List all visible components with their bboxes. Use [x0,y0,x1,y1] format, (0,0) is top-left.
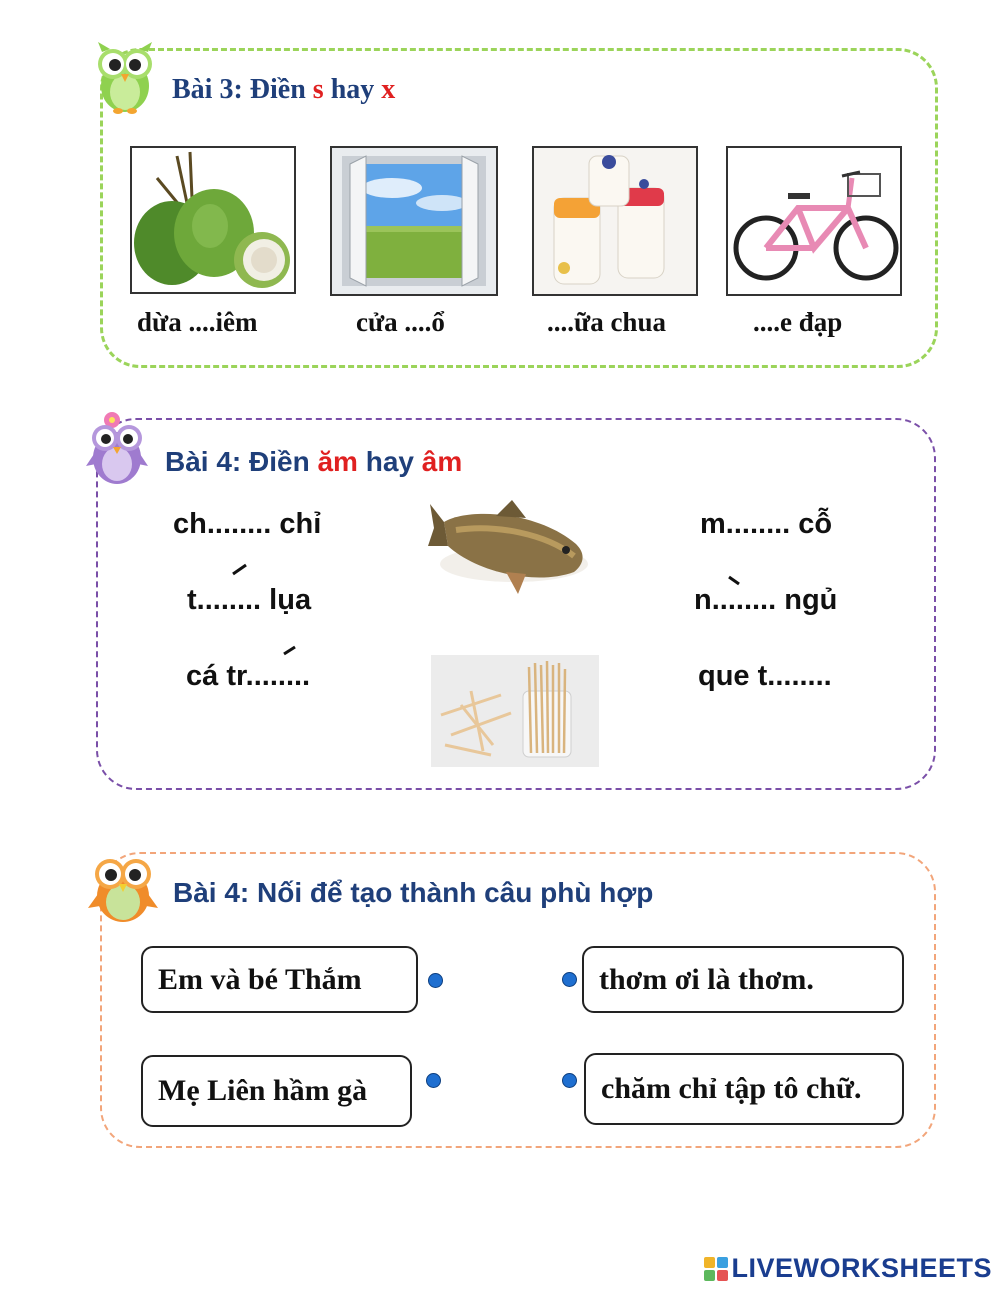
sentence-start-box-2[interactable]: Mẹ Liên hầm gà [141,1055,412,1127]
exercise-4-match-title: Bài 4: Nối để tạo thành câu phù hợp [173,877,654,908]
caption-bicycle: ....e đạp [753,307,843,337]
title-text: Bài 3: Điền [172,74,313,105]
liveworksheets-logo [703,1253,992,1284]
green-coconuts-image [130,146,296,294]
title-letter-s: s [312,74,324,105]
match-dot-right-1[interactable] [562,972,577,987]
acute-accent-mark [230,562,250,576]
title-letter-x: x [381,74,396,105]
sentence-start-box-1[interactable]: Em và bé Thắm [141,946,418,1013]
title-text: Bài 4: Điền [165,446,318,477]
match-dot-right-2[interactable] [562,1073,577,1088]
open-window-image [330,146,498,296]
fill-item-left-1: ch........ chỉ [173,508,322,540]
yogurt-jars-image [532,146,698,296]
orange-owl-icon [88,850,158,924]
match-dot-left-1[interactable] [428,973,443,988]
fill-item-right-2: n........ ngủ [694,584,838,616]
sentence-end-box-2[interactable]: chăm chỉ tập tô chữ. [584,1053,904,1125]
pink-bicycle-image [726,146,902,296]
toothpicks-image [431,655,599,767]
title-am-1: ăm [317,446,358,477]
caption-coconut: dừa ....iêm [137,307,258,337]
title-am-2: âm [421,446,463,477]
grave-accent-mark [726,574,742,586]
exercise-3-title [172,74,395,106]
fill-item-right-3: que t........ [698,660,832,692]
title-text-mid: hay [357,446,422,477]
carp-fish-image [426,494,602,610]
caption-yogurt: ....ữa chua [547,307,666,337]
purple-owl-icon [86,410,148,486]
exercise-4-fill-title [165,446,462,478]
title-text-mid: hay [323,74,382,105]
sentence-end-box-1[interactable]: thơm ơi là thơm. [582,946,904,1013]
fill-item-left-3: cá tr........ [186,660,311,692]
fill-item-right-1: m........ cỗ [700,508,833,540]
acute-accent-mark [282,644,298,656]
logo-mark-icon [703,1256,729,1282]
logo-text: LIVEWORKSHEETS [731,1253,992,1283]
match-dot-left-2[interactable] [426,1073,441,1088]
caption-window: cửa ....ổ [356,307,445,337]
fill-item-left-2: t........ lụa [187,584,312,616]
green-owl-icon [94,40,156,114]
